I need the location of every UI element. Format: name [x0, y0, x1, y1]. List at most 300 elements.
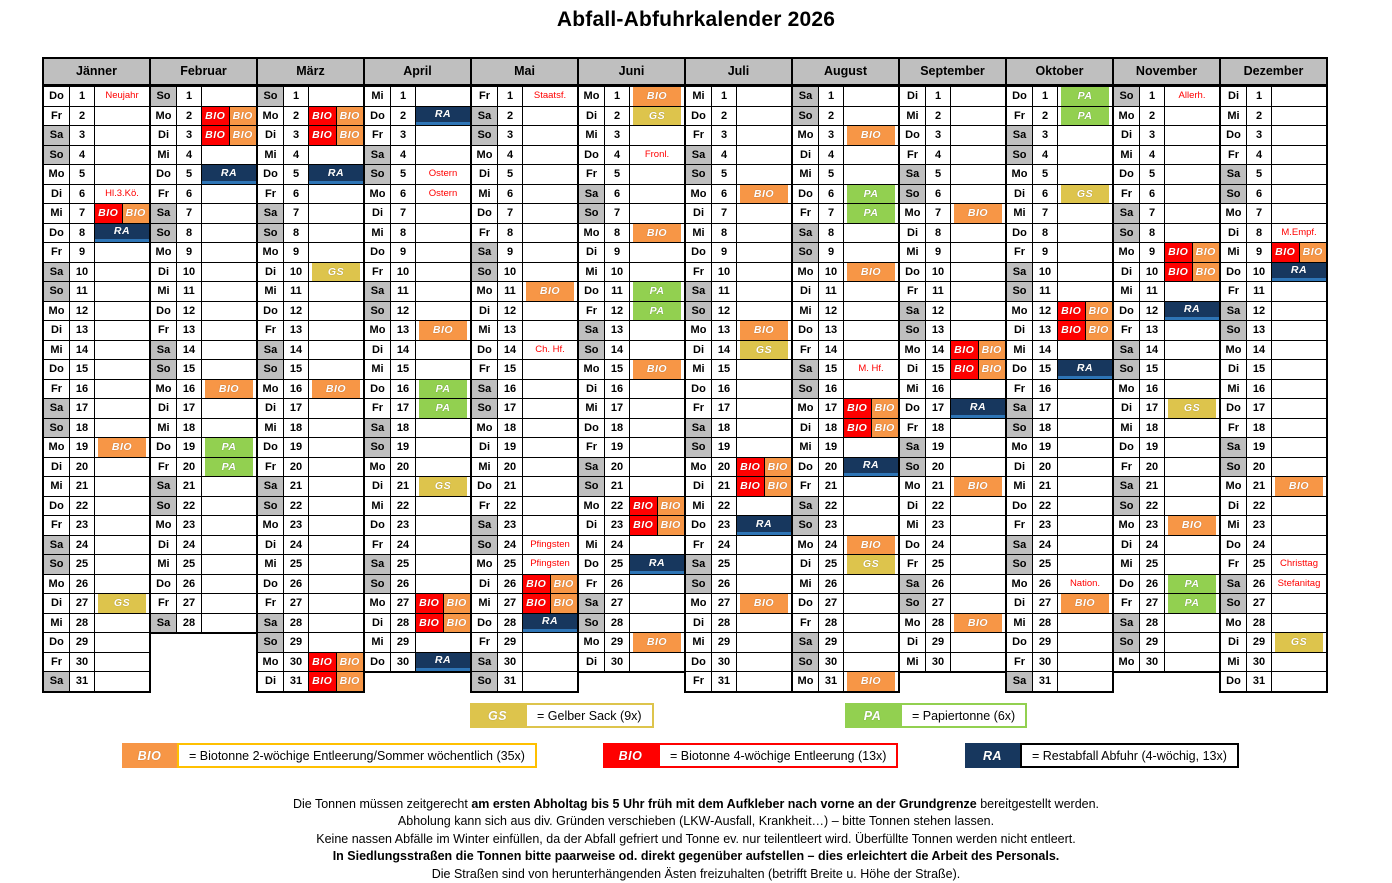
day-number-cell: 17	[498, 399, 523, 418]
day-number-cell: 13	[926, 321, 951, 340]
event-cell	[95, 146, 149, 165]
day-row	[793, 418, 898, 438]
day-row	[151, 184, 256, 204]
weekday-cell: So	[793, 107, 819, 126]
weekday-cell: Do	[1007, 224, 1033, 243]
day-row	[1007, 86, 1112, 106]
event-cell	[1058, 204, 1112, 223]
event-cell	[844, 185, 898, 204]
weekday-cell: So	[151, 497, 177, 516]
day-number-cell: 9	[284, 243, 309, 262]
weekday-cell: Mi	[900, 107, 926, 126]
weekday-cell: So	[686, 438, 712, 457]
event-cell	[737, 282, 791, 301]
event-cell	[416, 263, 470, 282]
day-number-cell: 4	[498, 146, 523, 165]
event-cell	[416, 185, 470, 204]
day-row	[472, 359, 577, 379]
holiday-label: Allerh.	[1178, 90, 1206, 102]
event-cell	[951, 185, 1005, 204]
weekday-cell: So	[472, 263, 498, 282]
event-cell	[737, 438, 791, 457]
weekday-cell: Fr	[1114, 321, 1140, 340]
ra-badge: RA	[416, 653, 470, 672]
day-number-cell: 21	[284, 477, 309, 496]
weekday-cell: Sa	[579, 594, 605, 613]
weekday-cell: Sa	[44, 399, 70, 418]
day-number-cell: 11	[284, 282, 309, 301]
day-number-cell: 30	[70, 653, 95, 672]
weekday-cell: Sa	[472, 653, 498, 672]
holiday-label: Ostern	[428, 168, 458, 180]
day-row	[258, 184, 363, 204]
day-row	[686, 613, 791, 633]
weekday-cell: Fr	[793, 204, 819, 223]
day-row	[1114, 476, 1219, 496]
event-cell	[523, 536, 577, 555]
weekday-cell: Mi	[151, 555, 177, 574]
day-number-cell: 28	[1140, 614, 1165, 633]
weekday-cell: Sa	[1007, 126, 1033, 145]
event-cell	[309, 653, 363, 672]
event-cell	[95, 341, 149, 360]
ra-badge: RA	[95, 224, 149, 243]
weekday-cell: Mi	[151, 419, 177, 438]
event-cell	[951, 614, 1005, 633]
weekday-cell: Fr	[472, 224, 498, 243]
day-row	[1007, 320, 1112, 340]
day-number-cell: 7	[177, 204, 202, 223]
weekday-cell: So	[579, 341, 605, 360]
day-number-cell: 26	[284, 575, 309, 594]
event-cell	[523, 594, 577, 613]
day-row	[686, 418, 791, 438]
bio2-badge: BIO	[230, 107, 257, 126]
bio4-badge: BIO	[309, 126, 337, 145]
day-row	[1114, 86, 1219, 106]
day-number-cell: 10	[1033, 263, 1058, 282]
holiday-label: Nation.	[1069, 577, 1101, 589]
event-cell	[416, 321, 470, 340]
event-cell	[202, 224, 256, 243]
day-number-cell: 1	[926, 87, 951, 106]
day-number-cell: 4	[391, 146, 416, 165]
day-number-cell: 6	[391, 185, 416, 204]
legend-text: = Gelber Sack (9x)	[525, 703, 654, 728]
event-cell	[309, 87, 363, 106]
event-cell	[951, 419, 1005, 438]
event-cell	[630, 438, 684, 457]
day-number-cell: 23	[712, 516, 737, 535]
weekday-cell: Fr	[1007, 516, 1033, 535]
weekday-cell: Do	[258, 165, 284, 184]
event-cell	[523, 380, 577, 399]
bio2-badge: BIO	[740, 185, 788, 204]
day-number-cell: 9	[1140, 243, 1165, 262]
day-row	[1221, 574, 1326, 594]
weekday-cell: Sa	[793, 360, 819, 379]
day-row	[900, 281, 1005, 301]
event-cell	[1165, 341, 1219, 360]
event-cell	[737, 477, 791, 496]
weekday-cell: Fr	[686, 263, 712, 282]
month-header-label: März	[258, 59, 363, 86]
day-row	[151, 145, 256, 165]
event-cell	[1165, 87, 1219, 106]
day-row	[472, 574, 577, 594]
day-row	[1114, 340, 1219, 360]
month-column	[363, 57, 472, 673]
day-row	[579, 164, 684, 184]
event-cell	[202, 477, 256, 496]
day-number-cell: 25	[819, 555, 844, 574]
event-cell	[951, 126, 1005, 145]
event-cell	[844, 536, 898, 555]
bio2-badge: BIO	[551, 575, 578, 594]
weekday-cell: So	[1007, 146, 1033, 165]
event-cell	[309, 672, 363, 691]
event-cell	[1165, 107, 1219, 126]
pa-badge: PA	[847, 204, 895, 223]
weekday-cell: Mi	[1114, 555, 1140, 574]
bio2-badge: BIO	[658, 497, 685, 516]
gs-badge: GS	[1168, 399, 1216, 418]
day-number-cell: 27	[284, 594, 309, 613]
day-row	[151, 223, 256, 243]
event-cell	[416, 224, 470, 243]
calendar-grid	[42, 57, 1328, 693]
day-number-cell: 27	[1140, 594, 1165, 613]
day-number-cell: 13	[1247, 321, 1272, 340]
weekday-cell: Di	[1114, 263, 1140, 282]
day-row	[686, 437, 791, 457]
day-row	[900, 535, 1005, 555]
bio2-badge: BIO	[954, 204, 1002, 223]
event-cell	[202, 438, 256, 457]
day-row	[686, 574, 791, 594]
day-number-cell: 4	[819, 146, 844, 165]
weekday-cell: So	[365, 438, 391, 457]
day-row	[258, 164, 363, 184]
event-cell	[523, 185, 577, 204]
event-cell	[523, 282, 577, 301]
day-row	[1221, 125, 1326, 145]
day-number-cell: 15	[1140, 360, 1165, 379]
day-number-cell: 1	[1140, 87, 1165, 106]
day-number-cell: 30	[498, 653, 523, 672]
event-cell	[416, 516, 470, 535]
day-row	[151, 398, 256, 418]
weekday-cell: Mo	[900, 204, 926, 223]
day-row	[579, 359, 684, 379]
event-cell	[309, 594, 363, 613]
event-cell	[523, 516, 577, 535]
event-cell	[1165, 126, 1219, 145]
weekday-cell: Fr	[258, 458, 284, 477]
event-cell	[1272, 419, 1326, 438]
day-row	[472, 535, 577, 555]
day-number-cell: 1	[177, 87, 202, 106]
event-cell	[1165, 224, 1219, 243]
day-number-cell: 25	[1033, 555, 1058, 574]
weekday-cell: Mi	[365, 633, 391, 652]
day-row	[365, 301, 470, 321]
day-row	[1114, 379, 1219, 399]
weekday-cell: Mo	[579, 633, 605, 652]
weekday-cell: Mo	[472, 419, 498, 438]
event-cell	[1058, 282, 1112, 301]
event-cell	[202, 399, 256, 418]
day-row	[44, 418, 149, 438]
weekday-cell: Mo	[1114, 653, 1140, 672]
bio2-badge: BIO	[979, 360, 1006, 379]
day-number-cell: 28	[391, 614, 416, 633]
weekday-cell: Mo	[472, 282, 498, 301]
day-row	[151, 379, 256, 399]
day-row	[793, 671, 898, 691]
day-number-cell: 22	[284, 497, 309, 516]
day-number-cell: 9	[1247, 243, 1272, 262]
weekday-cell: Do	[1221, 536, 1247, 555]
weekday-cell: Di	[44, 185, 70, 204]
event-cell	[95, 185, 149, 204]
day-row	[258, 398, 363, 418]
day-row	[900, 437, 1005, 457]
day-number-cell: 1	[391, 87, 416, 106]
day-row	[1221, 515, 1326, 535]
event-cell	[309, 360, 363, 379]
event-cell	[1058, 341, 1112, 360]
event-cell	[1272, 516, 1326, 535]
day-row	[151, 593, 256, 613]
month-header-label: April	[365, 59, 470, 86]
day-number-cell: 10	[177, 263, 202, 282]
ra-badge: RA	[951, 399, 1005, 418]
weekday-cell: Do	[1007, 633, 1033, 652]
event-cell	[1272, 555, 1326, 574]
day-row	[793, 437, 898, 457]
weekday-cell: Mi	[793, 165, 819, 184]
weekday-cell: Sa	[44, 536, 70, 555]
event-cell	[523, 614, 577, 633]
bio2-badge: BIO	[847, 672, 895, 691]
event-cell	[1272, 672, 1326, 691]
weekday-cell: So	[1114, 87, 1140, 106]
event-cell	[1272, 302, 1326, 321]
event-cell	[1165, 477, 1219, 496]
event-cell	[737, 633, 791, 652]
day-number-cell: 26	[1140, 575, 1165, 594]
day-row	[472, 340, 577, 360]
day-number-cell: 3	[712, 126, 737, 145]
day-number-cell: 8	[819, 224, 844, 243]
event-cell	[951, 146, 1005, 165]
day-row	[579, 398, 684, 418]
day-row	[579, 242, 684, 262]
weekday-cell: Do	[365, 653, 391, 672]
day-number-cell: 24	[284, 536, 309, 555]
day-row	[900, 86, 1005, 106]
day-number-cell: 26	[712, 575, 737, 594]
event-cell	[1058, 633, 1112, 652]
bio2-badge: BIO	[847, 536, 895, 555]
weekday-cell: So	[686, 302, 712, 321]
event-cell	[844, 224, 898, 243]
day-row	[258, 418, 363, 438]
day-number-cell: 8	[284, 224, 309, 243]
day-row	[579, 262, 684, 282]
day-row	[1114, 457, 1219, 477]
event-cell	[523, 575, 577, 594]
weekday-cell: So	[1221, 594, 1247, 613]
day-number-cell: 28	[819, 614, 844, 633]
day-row	[365, 86, 470, 106]
pa-badge: PA	[419, 399, 467, 418]
bio2-badge: BIO	[658, 516, 685, 535]
day-number-cell: 9	[712, 243, 737, 262]
day-row	[258, 340, 363, 360]
weekday-cell: Mo	[1221, 614, 1247, 633]
weekday-cell: Do	[472, 204, 498, 223]
day-number-cell: 16	[70, 380, 95, 399]
day-number-cell: 23	[177, 516, 202, 535]
day-row	[1114, 262, 1219, 282]
day-row	[793, 632, 898, 652]
weekday-cell: Sa	[44, 126, 70, 145]
day-row	[793, 496, 898, 516]
event-cell	[1058, 185, 1112, 204]
day-row	[900, 203, 1005, 223]
day-number-cell: 12	[1247, 302, 1272, 321]
event-cell	[737, 380, 791, 399]
day-row	[579, 535, 684, 555]
weekday-cell: Di	[900, 360, 926, 379]
day-number-cell: 19	[1247, 438, 1272, 457]
day-number-cell: 26	[1033, 575, 1058, 594]
weekday-cell: Mi	[1007, 614, 1033, 633]
weekday-cell: Do	[793, 594, 819, 613]
event-cell	[523, 126, 577, 145]
day-number-cell: 29	[284, 633, 309, 652]
event-cell	[202, 302, 256, 321]
weekday-cell: Di	[44, 321, 70, 340]
event-cell	[630, 185, 684, 204]
weekday-cell: Sa	[900, 438, 926, 457]
event-cell	[202, 614, 256, 633]
day-row	[151, 262, 256, 282]
weekday-cell: Sa	[258, 477, 284, 496]
event-cell	[202, 146, 256, 165]
event-cell	[951, 555, 1005, 574]
event-cell	[202, 165, 256, 184]
event-cell	[737, 555, 791, 574]
event-cell	[844, 302, 898, 321]
day-number-cell: 4	[177, 146, 202, 165]
weekday-cell: Di	[365, 204, 391, 223]
weekday-cell: Fr	[579, 165, 605, 184]
day-row	[258, 535, 363, 555]
event-cell	[95, 360, 149, 379]
event-cell	[309, 419, 363, 438]
weekday-cell: Di	[365, 614, 391, 633]
day-row	[793, 574, 898, 594]
day-number-cell: 9	[391, 243, 416, 262]
event-cell	[1058, 321, 1112, 340]
event-cell	[523, 360, 577, 379]
bio2-badge: BIO	[526, 282, 574, 301]
weekday-cell: Fr	[44, 516, 70, 535]
weekday-cell: So	[151, 224, 177, 243]
weekday-cell: So	[365, 302, 391, 321]
day-number-cell: 31	[498, 672, 523, 691]
weekday-cell: Do	[151, 165, 177, 184]
day-number-cell: 20	[284, 458, 309, 477]
weekday-cell: Sa	[793, 87, 819, 106]
event-cell	[1165, 614, 1219, 633]
day-row	[472, 281, 577, 301]
bio2-badge: BIO	[122, 743, 177, 768]
event-cell	[951, 438, 1005, 457]
event-cell	[630, 633, 684, 652]
event-cell	[309, 497, 363, 516]
day-row	[258, 86, 363, 106]
day-number-cell: 14	[712, 341, 737, 360]
weekday-cell: Sa	[151, 614, 177, 633]
day-row	[258, 320, 363, 340]
day-row	[1114, 437, 1219, 457]
weekday-cell: Do	[1114, 575, 1140, 594]
pa-badge: PA	[633, 302, 681, 321]
day-row	[900, 613, 1005, 633]
event-cell	[416, 204, 470, 223]
day-row	[1007, 301, 1112, 321]
day-row	[365, 125, 470, 145]
footer-line	[0, 848, 1392, 865]
day-number-cell: 18	[177, 419, 202, 438]
day-row	[1007, 535, 1112, 555]
weekday-cell: So	[579, 477, 605, 496]
day-row	[472, 632, 577, 652]
event-cell	[95, 536, 149, 555]
day-row	[365, 476, 470, 496]
pa-badge: PA	[1168, 575, 1216, 594]
event-cell	[844, 380, 898, 399]
pa-badge: PA	[205, 458, 253, 477]
day-number-cell: 20	[70, 458, 95, 477]
day-row	[1221, 632, 1326, 652]
weekday-cell: Sa	[793, 497, 819, 516]
day-number-cell: 5	[498, 165, 523, 184]
day-row	[1007, 242, 1112, 262]
day-number-cell: 4	[1033, 146, 1058, 165]
day-number-cell: 22	[177, 497, 202, 516]
gs-badge: GS	[98, 594, 146, 613]
event-cell	[95, 282, 149, 301]
event-cell	[95, 399, 149, 418]
day-row	[44, 301, 149, 321]
day-number-cell: 9	[926, 243, 951, 262]
holiday-label: Stefanitag	[1277, 577, 1321, 589]
event-cell	[844, 633, 898, 652]
day-row	[365, 613, 470, 633]
day-number-cell: 3	[605, 126, 630, 145]
weekday-cell: So	[44, 146, 70, 165]
day-number-cell: 16	[712, 380, 737, 399]
day-row	[365, 281, 470, 301]
day-row	[1007, 340, 1112, 360]
bio2-badge: BIO	[847, 126, 895, 145]
weekday-cell: Sa	[793, 224, 819, 243]
